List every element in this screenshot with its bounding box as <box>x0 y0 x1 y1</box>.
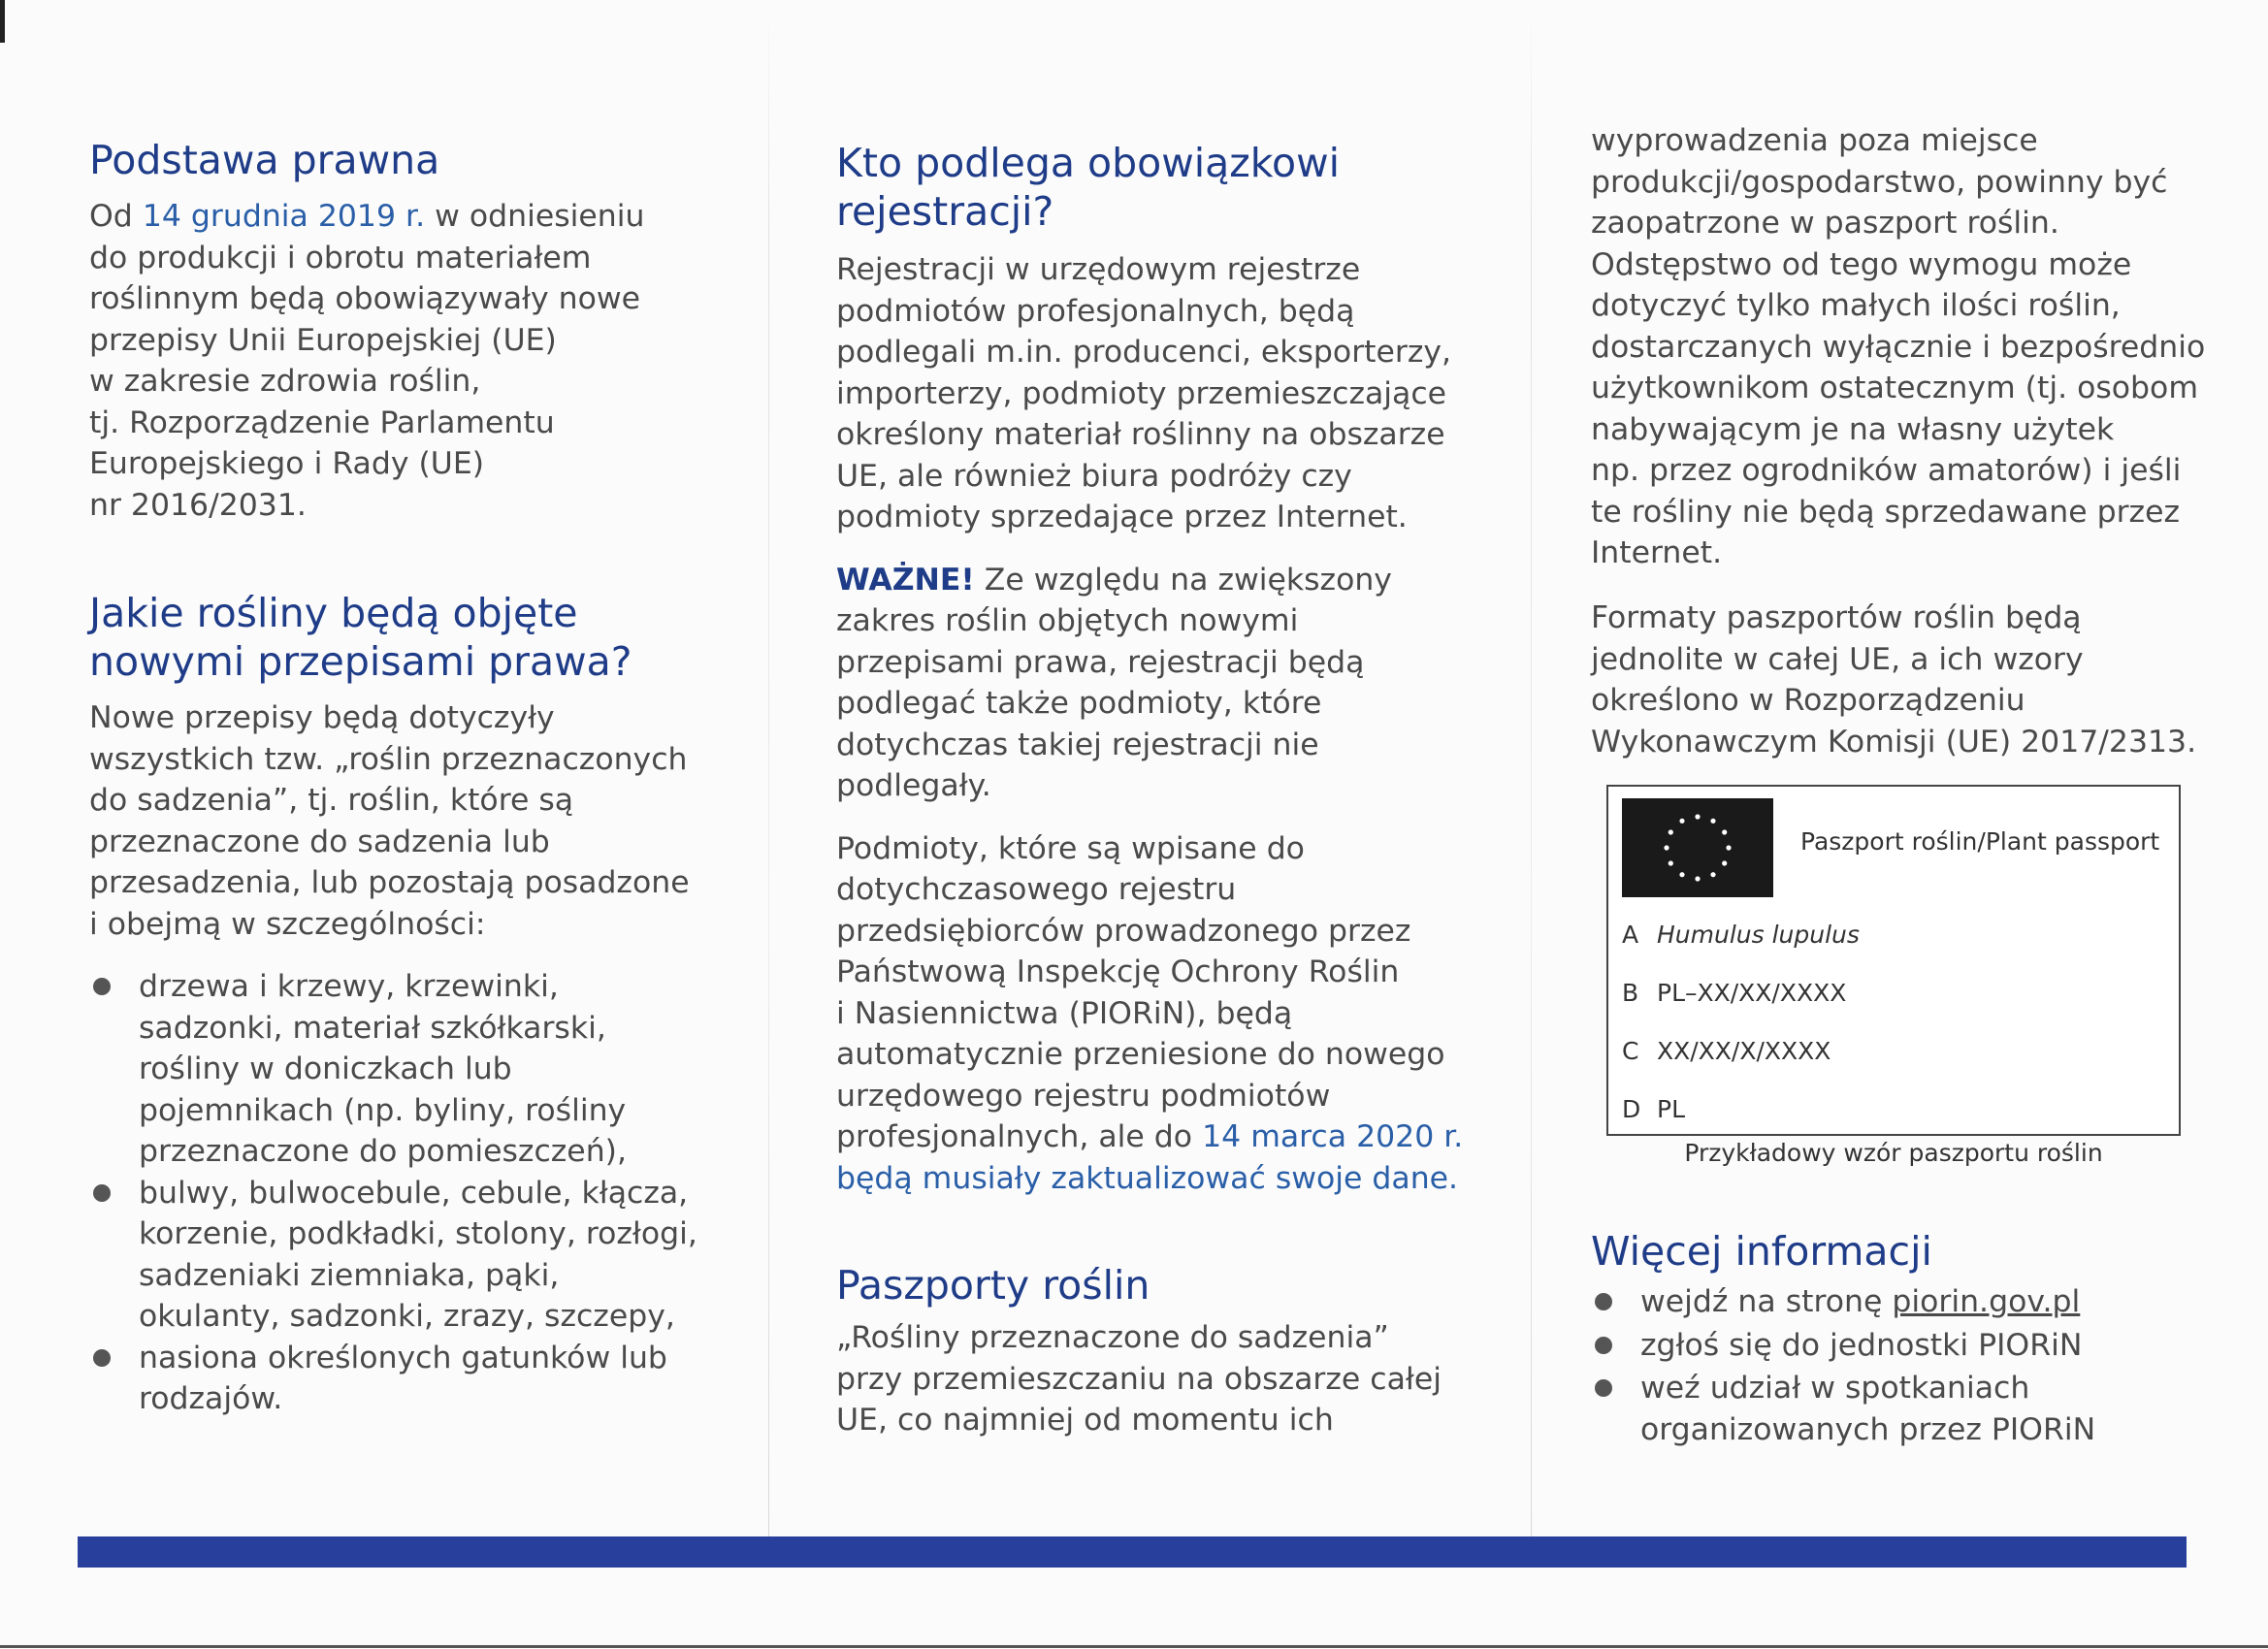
scan-corner-mark <box>0 0 5 43</box>
more-info-text: zgłoś się do jednostki PIORiN <box>1640 1327 2083 1363</box>
passports-text <box>836 1317 1467 1441</box>
deadline-date: 14 marca 2020 r. <box>1202 1119 1464 1154</box>
passport-row-value: Humulus lupulus <box>1657 921 1860 949</box>
existing-line: przedsiębiorców prowadzonego przez <box>836 913 1411 949</box>
plants-heading <box>89 589 729 686</box>
passports-line: UE, co najmniej od momentu ich <box>836 1403 1334 1438</box>
continuation-line: dostarczanych wyłącznie i bezpośrednio <box>1591 329 2206 365</box>
bullet-icon <box>1595 1379 1612 1397</box>
continuation-line: Odstępstwo od tego wymogu może <box>1591 246 2132 282</box>
eu-star-icon <box>1664 845 1669 850</box>
existing-line: Podmioty, które są wpisane do <box>836 830 1305 866</box>
bullet-icon <box>93 1349 111 1367</box>
eu-star-icon <box>1710 872 1715 877</box>
important-label: WAŻNE! <box>836 562 975 598</box>
legal-basis-line: tj. Rozporządzenie Parlamentu <box>89 404 555 440</box>
continuation-line: produkcji/gospodarstwo, powinny być <box>1591 164 2168 200</box>
existing-line: urzędowego rejestru podmiotów <box>836 1078 1331 1114</box>
continuation-line: wyprowadzenia poza miejsce <box>1591 123 2038 158</box>
legal-basis-line: roślinnym będą obowiązywały nowe <box>89 281 640 316</box>
list-item <box>1591 1281 2212 1323</box>
continuation-line: dotyczyć tylko małych ilości roślin, <box>1591 288 2121 323</box>
legal-basis-section <box>89 136 710 526</box>
continuation-line: np. przez ogrodników amatorów) i jeśli <box>1591 453 2182 488</box>
list-item <box>89 1338 729 1420</box>
registration-line: podmioty sprzedające przez Internet. <box>836 500 1408 534</box>
bullet-line: rodzajów. <box>139 1381 283 1416</box>
registration-section <box>836 139 1467 1199</box>
list-item <box>1591 1325 2212 1367</box>
passport-row-c <box>1622 1037 1831 1065</box>
passport-row-d <box>1622 1095 1685 1123</box>
eu-star-icon <box>1695 876 1700 881</box>
important-line: dotychczas takiej rejestracji nie <box>836 727 1319 762</box>
passports-heading: Paszporty roślin <box>836 1262 1150 1309</box>
deadline-note: będą musiały zaktualizować swoje dane. <box>836 1160 1459 1196</box>
passport-caption: Przykładowy wzór paszportu roślin <box>1684 1139 2103 1167</box>
legal-basis-heading: Podstawa prawna <box>89 137 440 183</box>
existing-line: Państwową Inspekcję Ochrony Roślin <box>836 954 1400 989</box>
more-info-text: weź udział w spotkaniach <box>1640 1371 2030 1406</box>
eu-flag-icon <box>1622 798 1773 897</box>
bullet-line: rośliny w doniczkach lub <box>139 1051 512 1086</box>
plants-line: wszystkich tzw. „roślin przeznaczonych <box>89 741 688 777</box>
more-info-text: wejdź na stronę <box>1640 1284 1893 1319</box>
passports-line: przy przemieszczaniu na obszarze całej <box>836 1361 1442 1397</box>
bullet-icon <box>93 978 111 995</box>
passports-line: „Rośliny przeznaczone do sadzenia” <box>836 1320 1389 1355</box>
important-line: zakres roślin objętych nowymi <box>836 603 1299 638</box>
bullet-line: przeznaczone do pomieszczeń), <box>139 1134 627 1169</box>
plants-line: przesadzenia, lub pozostają posadzone <box>89 865 690 900</box>
registration-line: podlegali m.in. producenci, eksporterzy, <box>836 335 1452 370</box>
legal-basis-intro: Od <box>89 199 143 234</box>
bullet-line: korzenie, podkładki, stolony, rozłogi, <box>139 1216 697 1251</box>
important-line: podlegały. <box>836 768 991 803</box>
page-bottom-edge <box>0 1645 2268 1648</box>
passport-row-b <box>1622 979 1846 1007</box>
important-line: Ze względu na zwiększony <box>974 562 1392 598</box>
important-line: podlegać także podmioty, które <box>836 686 1322 721</box>
plants-line: przeznaczone do sadzenia lub <box>89 824 550 859</box>
continuation-line: te rośliny nie będą sprzedawane przez <box>1591 494 2180 530</box>
bullet-line: sadzeniaki ziemniaka, pąki, <box>139 1257 560 1293</box>
eu-star-icon <box>1695 814 1700 819</box>
passport-row-letter: D <box>1622 1095 1641 1123</box>
plants-text <box>89 697 729 945</box>
legal-basis-line: w zakresie zdrowia roślin, <box>89 364 481 399</box>
plant-passport-example <box>1606 785 2181 1136</box>
registration-line: importerzy, podmioty przemieszczające <box>836 375 1447 411</box>
formats-line: Wykonawczym Komisji (UE) 2017/2313. <box>1591 724 2197 760</box>
bullet-icon <box>1595 1337 1612 1354</box>
bullet-icon <box>1595 1293 1612 1310</box>
more-info-text: organizowanych przez PIORiN <box>1640 1411 2096 1447</box>
formats-line: określono w Rozporządzeniu <box>1591 683 2025 718</box>
more-info-section <box>1591 1227 2212 1450</box>
existing-line: profesjonalnych, ale do <box>836 1119 1203 1154</box>
eu-star-icon <box>1669 860 1673 865</box>
eu-star-icon <box>1679 819 1684 824</box>
legal-basis-line: nr 2016/2031. <box>89 487 307 523</box>
important-notice <box>836 560 1467 807</box>
legal-basis-line: do produkcji i obrotu materiałem <box>89 240 592 275</box>
bullet-icon <box>93 1184 111 1202</box>
registration-line: UE, ale również biura podróży czy <box>836 458 1352 494</box>
piorin-website-link[interactable]: piorin.gov.pl <box>1892 1284 2081 1319</box>
bullet-line: pojemnikach (np. byliny, rośliny <box>139 1092 627 1128</box>
fold-line-right <box>1531 0 1532 1542</box>
registration-line: Rejestracji w urzędowym rejestrze <box>836 252 1361 287</box>
continuation-line: nabywającym je na własny użytek <box>1591 411 2115 447</box>
plants-line: Nowe przepisy będą dotyczyły <box>89 700 555 735</box>
bullet-line: okulanty, sadzonki, zrazy, szczepy, <box>139 1299 675 1334</box>
eu-star-icon <box>1722 829 1727 834</box>
eu-star-icon <box>1669 829 1673 834</box>
existing-line: automatycznie przeniesione do nowego <box>836 1037 1445 1072</box>
eu-star-icon <box>1722 860 1727 865</box>
passport-row-value: PL–XX/XX/XXXX <box>1657 979 1847 1007</box>
continuation-line: zaopatrzone w paszport roślin. <box>1591 206 2059 241</box>
bullet-line: sadzonki, materiał szkółkarski, <box>139 1010 606 1046</box>
registration-heading <box>836 139 1467 236</box>
fold-line-left <box>768 0 769 1542</box>
registration-line: podmiotów profesjonalnych, będą <box>836 293 1355 329</box>
eu-star-icon <box>1726 845 1731 850</box>
plants-heading-line: Jakie rośliny będą objęte <box>89 590 578 636</box>
formats-line: jednolite w całej UE, a ich wzory <box>1591 641 2084 677</box>
plants-bullet-list <box>89 966 729 1420</box>
bottom-color-band <box>78 1536 2187 1568</box>
passport-row-letter: B <box>1622 979 1639 1007</box>
plants-heading-line: nowymi przepisami prawa? <box>89 638 632 685</box>
bullet-line: bulwy, bulwocebule, cebule, kłącza, <box>139 1175 689 1211</box>
existing-line: dotychczasowego rejestru <box>836 872 1237 907</box>
legal-basis-date: 14 grudnia 2019 r. <box>142 199 426 234</box>
registration-line: określony materiał roślinny na obszarze <box>836 417 1445 452</box>
list-item <box>1591 1368 2212 1450</box>
formats-line: Formaty paszportów roślin będą <box>1591 600 2082 635</box>
existing-entities-text <box>836 828 1467 1200</box>
more-info-list <box>1591 1281 2212 1450</box>
continuation-line: użytkownikom ostatecznym (tj. osobom <box>1591 371 2199 405</box>
important-line: przepisami prawa, rejestracji będą <box>836 644 1365 680</box>
plants-section <box>89 589 729 1420</box>
registration-text <box>836 249 1467 538</box>
passport-title: Paszport roślin/Plant passport <box>1800 827 2160 856</box>
eu-star-icon <box>1710 819 1715 824</box>
passport-row-value: XX/XX/X/XXXX <box>1657 1037 1831 1065</box>
passport-row-letter: C <box>1622 1037 1639 1065</box>
legal-basis-line: Europejskiego i Rady (UE) <box>89 446 485 481</box>
more-info-heading: Więcej informacji <box>1591 1228 1932 1275</box>
registration-heading-line: Kto podlega obowiązkowi <box>836 140 1341 186</box>
legal-basis-text <box>89 196 710 526</box>
passport-row-value: PL <box>1657 1095 1686 1123</box>
plants-line: i obejmą w szczególności: <box>89 906 486 942</box>
passport-row-a <box>1622 921 1860 949</box>
passport-row-letter: A <box>1622 921 1639 949</box>
registration-heading-line: rejestracji? <box>836 188 1054 235</box>
continuation-line: Internet. <box>1591 535 1723 570</box>
legal-basis-line: przepisy Unii Europejskiej (UE) <box>89 322 557 358</box>
plants-line: do sadzenia”, tj. roślin, które są <box>89 783 574 818</box>
list-item <box>89 966 729 1173</box>
formats-text <box>1591 598 2251 762</box>
legal-basis-line: w odniesieniu <box>425 199 645 234</box>
eu-star-icon <box>1679 872 1684 877</box>
passport-continuation-text <box>1591 120 2231 574</box>
passports-section <box>836 1261 1467 1441</box>
list-item <box>89 1173 729 1338</box>
bullet-line: drzewa i krzewy, krzewinki, <box>139 969 559 1004</box>
existing-line: i Nasiennictwa (PIORiN), będą <box>836 995 1293 1031</box>
bullet-line: nasiona określonych gatunków lub <box>139 1340 667 1375</box>
